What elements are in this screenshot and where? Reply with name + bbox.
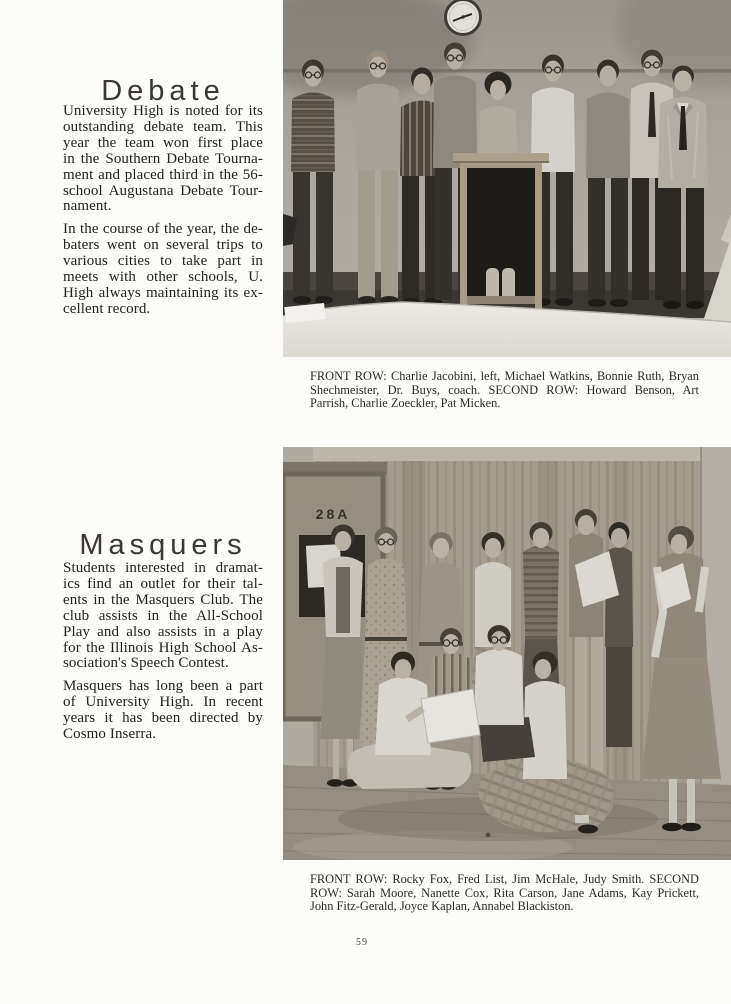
text-line: Play and also assists in a play [63,623,263,640]
text-line: High always maintaining its ex- [63,284,263,301]
text-line: cellent record. [63,300,151,317]
debate-student-girl [479,72,517,159]
wall-clock [446,0,481,35]
text-line: Masquers has long been a part [63,678,263,695]
text-line: ROW: Sarah Moore, Nanette Cox, Rita Carson, Jane Adams, Kay Prickett, [310,885,699,900]
debate-body-text [63,104,263,325]
debate-paragraph-2 [63,222,263,317]
text-line: club assists in the All-School [63,607,263,624]
text-line: nament. [63,198,112,215]
text-line: years it has been directed by [63,710,263,727]
text-line: in the Southern Debate Tourna- [63,150,263,167]
text-line: FRONT ROW: Charlie Jacobini, left, Michael Watkins, Bonnie Ruth, Bryan [310,369,699,383]
text-line: ents in the Masquers Club. The [63,591,263,608]
text-line: year the team won first place [63,134,263,151]
text-line: John Fitz-Gerald, Joyce Kaplan, Annabel Blackiston. [310,899,574,913]
chair-rail [283,69,731,73]
masquers-caption [310,873,699,914]
text-line: of University High. In recent [63,694,263,711]
masquers-photo-illustration [283,447,731,860]
masquers-paragraph-2 [63,679,263,743]
text-line: sociation's Speech Contest. [63,655,229,672]
masquers-body-text [63,561,263,750]
masquers-title: Masquers [79,529,247,562]
text-line: Students interested in dramat- [63,560,263,576]
masquers-club-photo [283,447,731,860]
text-line: Cosmo Inserra. [63,726,157,743]
text-line: In the course of the year, the de- [63,221,263,238]
text-line: ment and placed third in the 56- [63,166,263,183]
script-paper [421,689,480,743]
text-line: outstanding debate team. This [63,118,263,135]
page-number: 59 [356,937,368,948]
text-line: baters went on several trips to [63,237,263,254]
text-line: University High is noted for its [63,103,263,119]
text-line: Parrish, Charlie Zoeckler, Pat Micken. [310,396,501,410]
masquers-paragraph-1 [63,561,263,672]
debate-team-photo [283,0,731,357]
text-line: FRONT ROW: Rocky Fox, Fred List, Jim McHale, Judy Smith. SECOND [310,872,699,886]
debate-paragraph-1 [63,104,263,215]
door-label: 28A [315,506,351,522]
text-line: ics find an outlet for their tal- [63,575,263,592]
text-line: meets with other schools, U. [63,269,263,286]
debate-caption [310,370,699,411]
text-line: for the Illinois High School As- [63,639,263,656]
debate-photo-illustration [283,0,731,357]
text-line: Shechmeister, Dr. Buys, coach. SECOND ROW: Howard Benson, Art [310,382,699,397]
text-line: school Augustana Debate Tour- [63,182,263,199]
debate-title: Debate [101,75,225,108]
text-line: various cities to take part in [63,253,263,270]
